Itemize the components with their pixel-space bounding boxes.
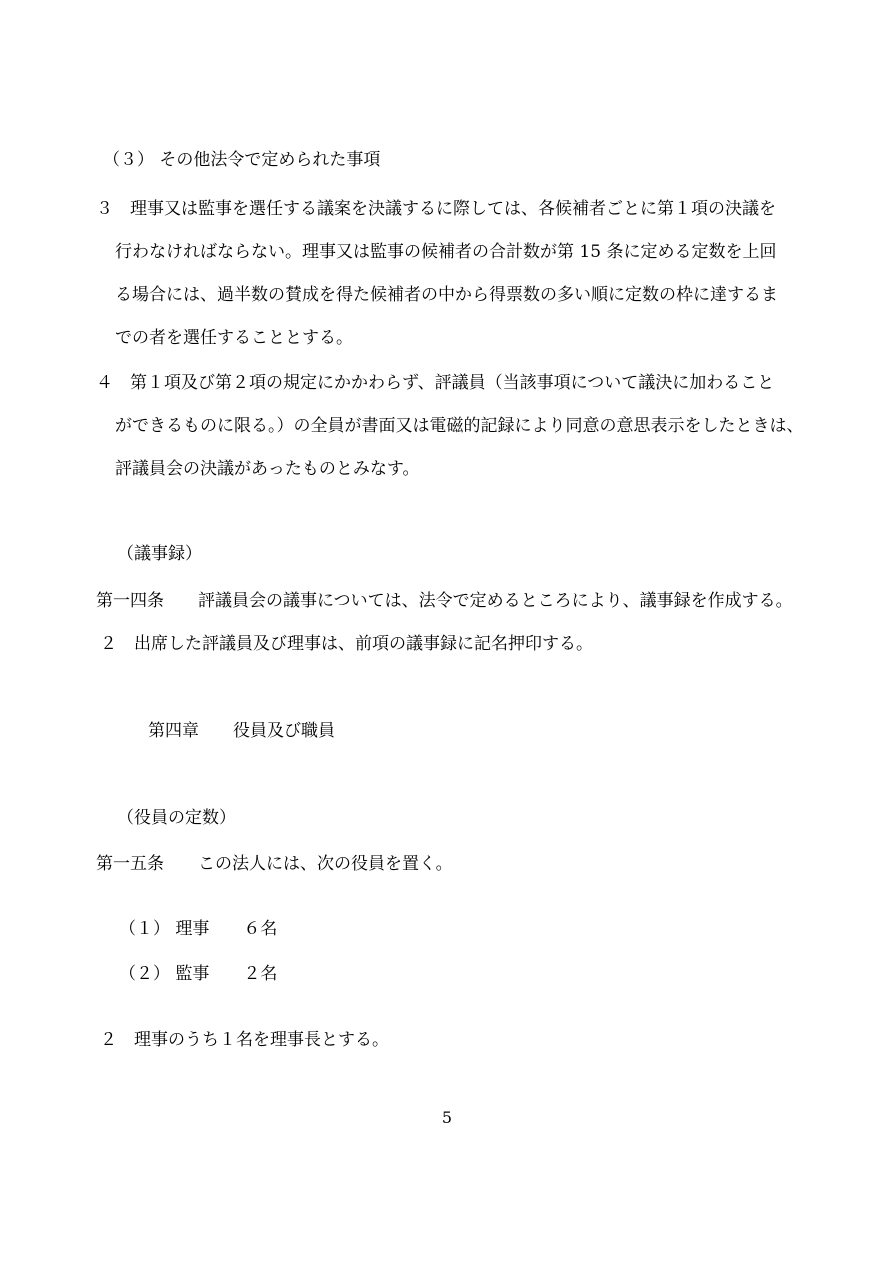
article-14: 第一四条 評議員会の議事については、法令で定めるところにより、議事録を作成する。 xyxy=(96,591,793,611)
page-number: 5 xyxy=(441,1108,453,1127)
paragraph-line: 評議員会の決議があったものとみなす。 xyxy=(115,459,420,479)
list-item: （１） 理事 ６名 xyxy=(119,919,278,939)
paragraph-line: る場合には、過半数の賛成を得た候補者の中から得票数の多い順に定数の枠に達するま xyxy=(115,285,778,305)
paragraph-line: ４ 第１項及び第２項の規定にかかわらず、評議員（当該事項について議決に加わること xyxy=(96,373,775,393)
section-caption-minutes: （議事録） xyxy=(117,544,202,564)
article-14-para-2: ２ 出席した評議員及び理事は、前項の議事録に記名押印する。 xyxy=(100,634,593,654)
paragraph-line: での者を選任することとする。 xyxy=(115,328,353,348)
list-item: （３） その他法令で定められた事項 xyxy=(103,150,381,170)
article-15: 第一五条 この法人には、次の役員を置く。 xyxy=(96,854,453,874)
paragraph-line: ができるものに限る。）の全員が書面又は電磁的記録により同意の意思表示をしたときは、 xyxy=(115,416,804,436)
paragraph-line: 行わなければならない。理事又は監事の候補者の合計数が第 15 条に定める定数を上回 xyxy=(115,242,777,262)
chapter-title: 第四章 役員及び職員 xyxy=(148,721,335,741)
article-15-para-2: ２ 理事のうち１名を理事長とする。 xyxy=(100,1030,389,1050)
section-caption-officers: （役員の定数） xyxy=(117,808,236,828)
list-item: （２） 監事 ２名 xyxy=(119,964,278,984)
paragraph-line: ３ 理事又は監事を選任する議案を決議するに際しては、各候補者ごとに第１項の決議を xyxy=(96,199,776,219)
